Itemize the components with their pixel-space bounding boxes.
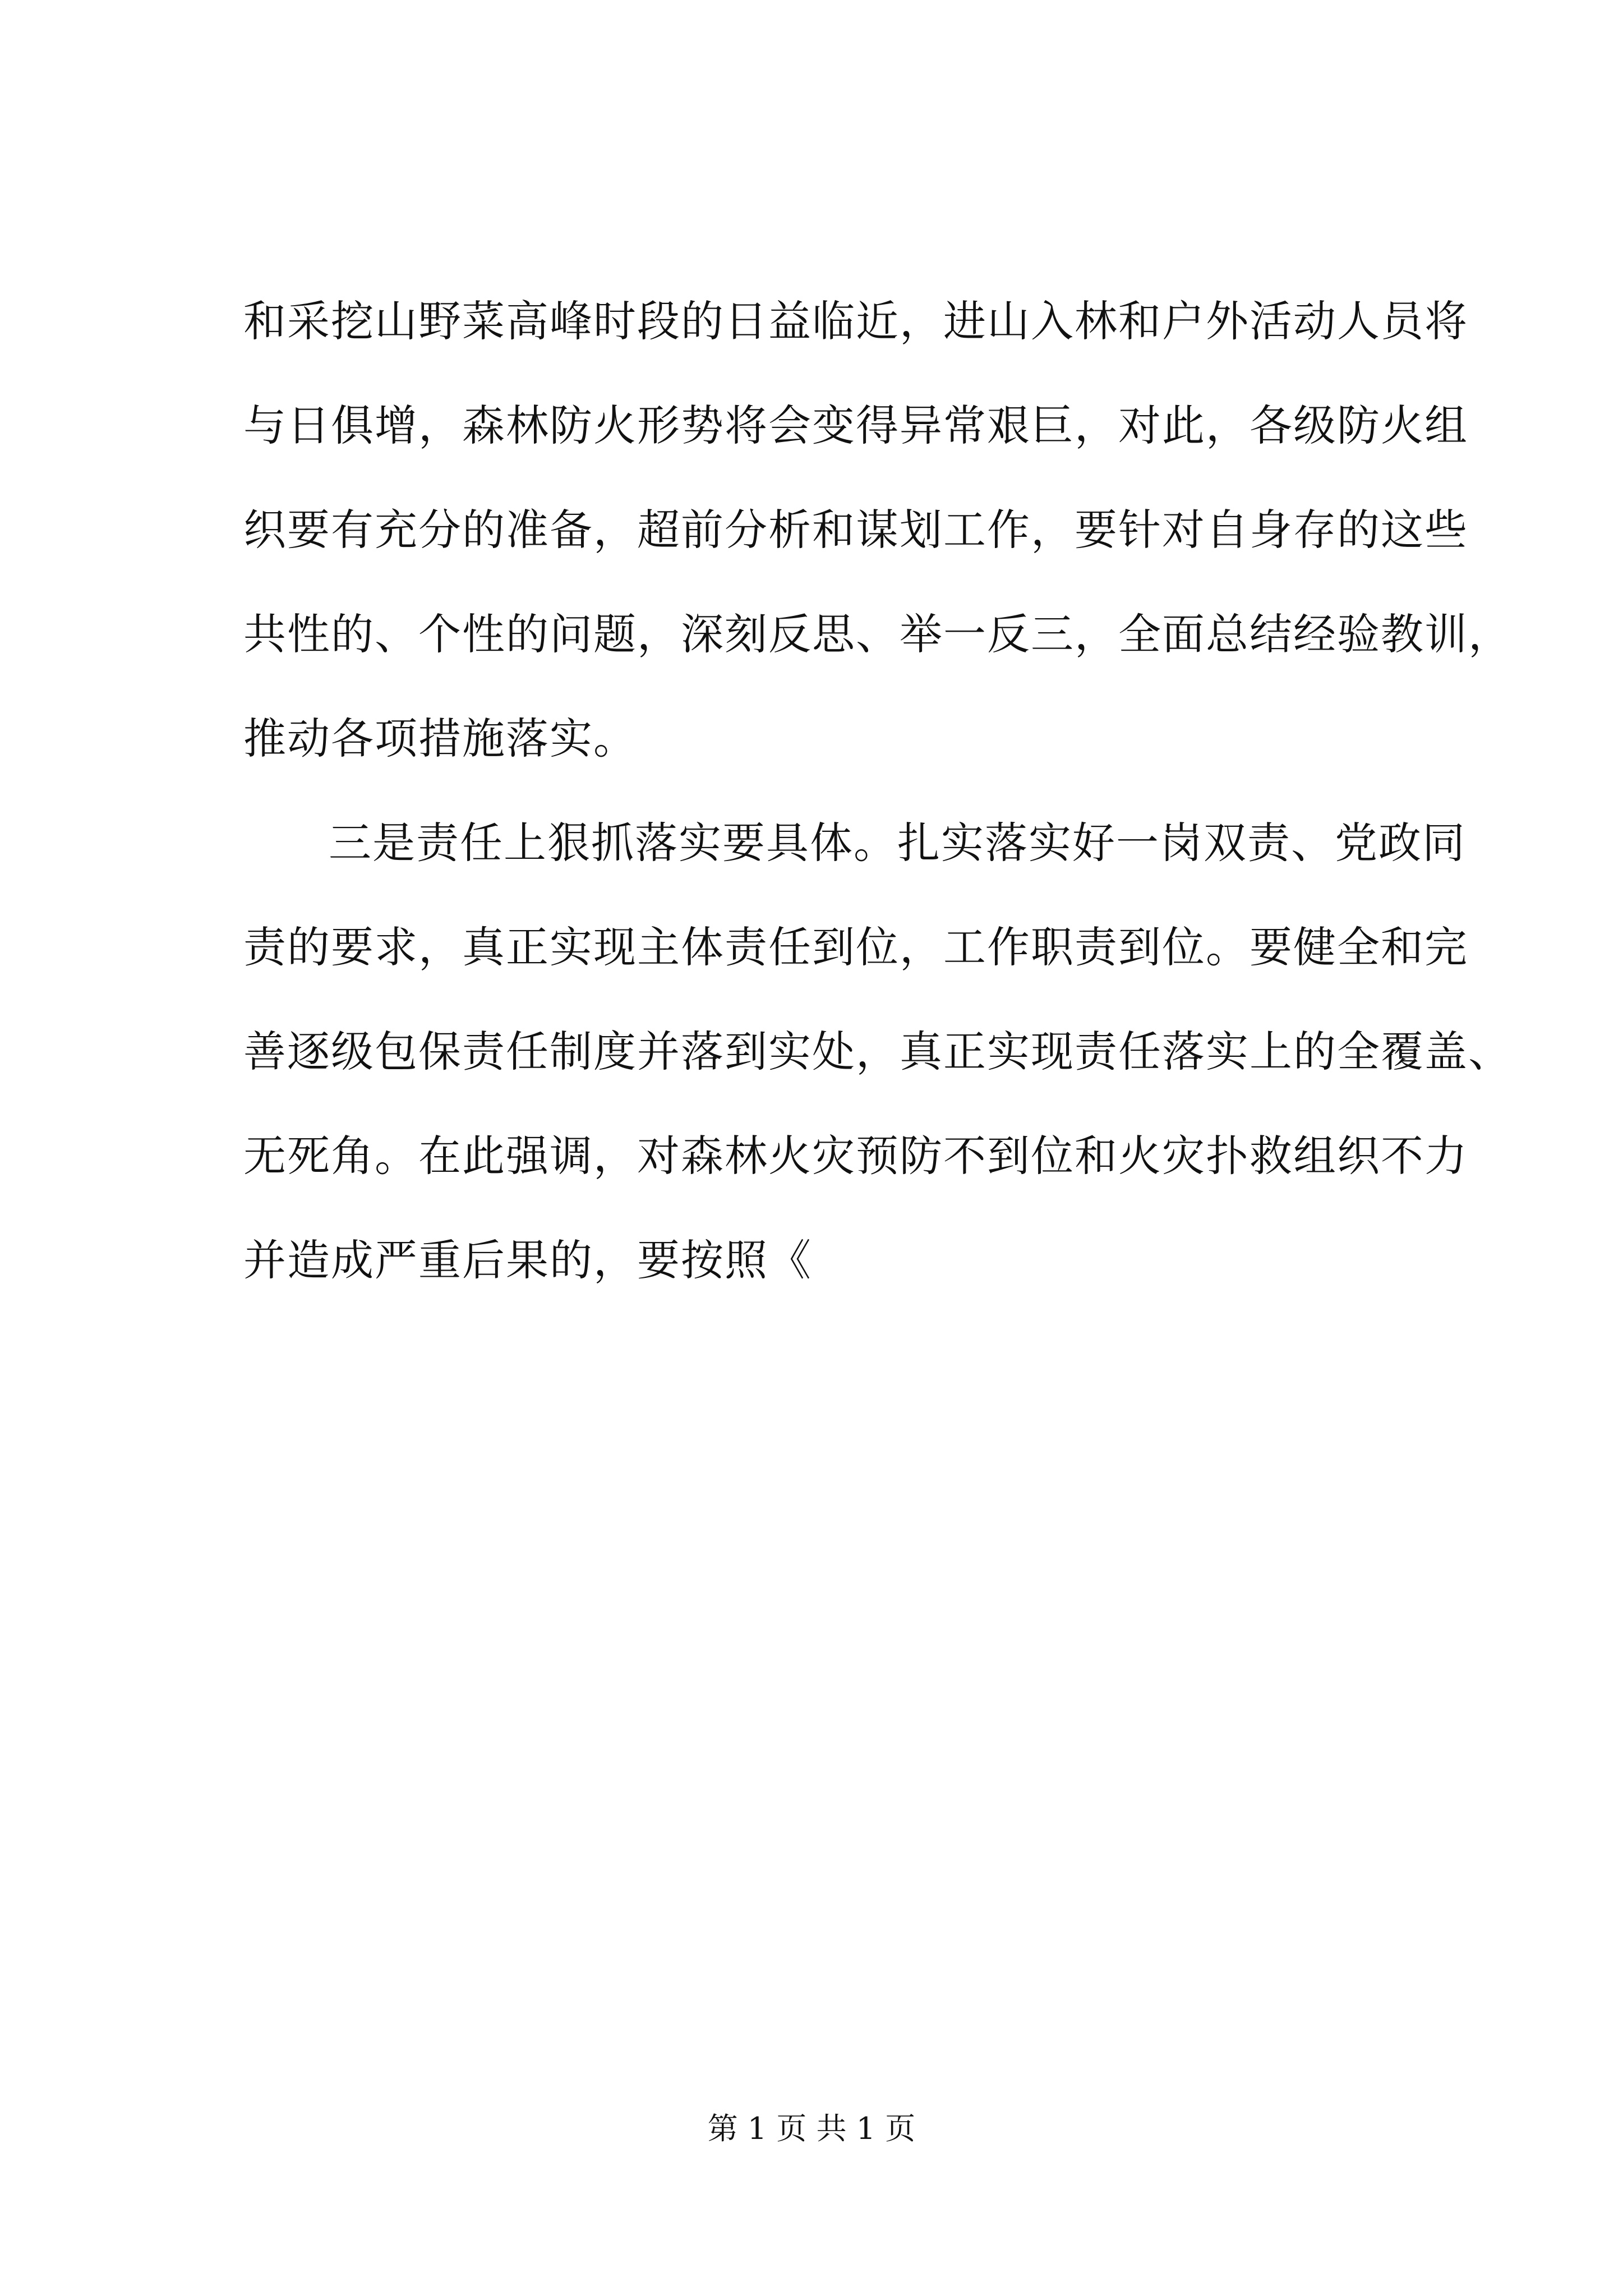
paragraph-line-indented: 三是责任上狠抓落实要具体。扎实落实好一岗双责、党政同	[329, 818, 1466, 868]
paragraph-line: 并造成严重后果的，要按照《	[243, 1235, 812, 1285]
paragraph-line: 无死角。在此强调，对森林火灾预防不到位和火灾扑救组织不力	[243, 1131, 1468, 1181]
paragraph-line: 和采挖山野菜高峰时段的日益临近，进山入林和户外活动人员将	[243, 296, 1468, 346]
body-text	[243, 269, 1512, 1313]
paragraph-line: 织要有充分的准备，超前分析和谋划工作，要针对自身存的这些	[243, 505, 1468, 555]
paragraph-line: 共性的、个性的问题，深刻反思、举一反三，全面总结经验教训，	[243, 609, 1512, 659]
paragraph-line: 推动各项措施落实。	[243, 714, 637, 763]
paragraph-line: 责的要求，真正实现主体责任到位，工作职责到位。要健全和完	[243, 922, 1468, 972]
page-number-footer: 第 1 页 共 1 页	[707, 2111, 916, 2146]
paragraph-line: 善逐级包保责任制度并落到实处，真正实现责任落实上的全覆盖、	[243, 1027, 1512, 1076]
paragraph-line: 与日俱增，森林防火形势将会变得异常艰巨，对此，各级防火组	[243, 401, 1468, 450]
